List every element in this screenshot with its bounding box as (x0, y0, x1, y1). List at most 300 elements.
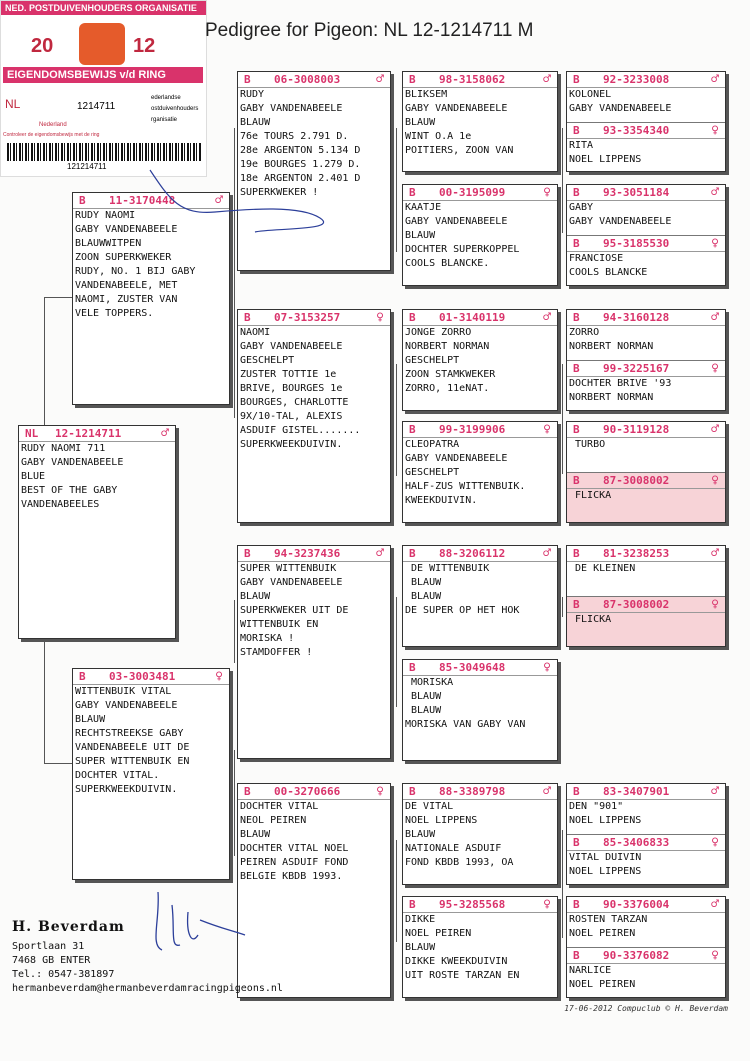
card-line: GABY VANDENABEELE (75, 224, 178, 235)
stamp-note: Controleer de eigendomsbewijs met de ring (3, 132, 100, 138)
card-line: DE KLEINEN (569, 563, 636, 574)
pedigree-card-dss[interactable] (402, 545, 558, 647)
ring-prefix: B (573, 474, 580, 487)
owner-block (12, 920, 283, 996)
stamp-logo (79, 23, 125, 65)
card-line: NEOL PEIREN (240, 815, 307, 826)
card-line: GABY VANDENABEELE (75, 700, 178, 711)
card-line: DE SUPER OP HET HOK (405, 605, 520, 616)
female-icon: ♀ (376, 310, 384, 325)
card-header (567, 310, 725, 326)
card-line: NOEL LIPPENS (569, 154, 642, 165)
owner-name: H. Beverdam (12, 919, 125, 935)
ring-number: 95-3285568 (439, 898, 506, 911)
pedigree-subcard-bottom[interactable] (567, 834, 725, 884)
pedigree-subcard-bottom[interactable] (567, 947, 725, 997)
ring-prefix: B (409, 785, 416, 798)
ring-number: 90-3376004 (603, 898, 670, 911)
ring-number: 06-3008003 (274, 73, 341, 86)
stamp-land: Nederland (39, 122, 67, 128)
card-header (403, 897, 557, 913)
card-header (567, 897, 725, 913)
card-header (403, 185, 557, 201)
male-icon: ♂ (711, 546, 719, 561)
card-line: GABY VANDENABEELE (405, 453, 508, 464)
ring-prefix: B (573, 836, 580, 849)
ring-prefix: B (409, 661, 416, 674)
card-line: BLAUW (405, 829, 436, 840)
card-header (238, 72, 390, 88)
female-icon: ♀ (711, 361, 719, 376)
ring-prefix: B (79, 194, 86, 207)
male-icon: ♂ (711, 784, 719, 799)
card-line: WITTENBUIK EN (240, 619, 319, 630)
owner-email[interactable]: hermanbeverdam@hermanbeverdamracingpigeons.nl (12, 983, 283, 994)
connector-line (44, 636, 45, 763)
ring-number: 00-3270666 (274, 785, 341, 798)
card-line: BLAUW (405, 117, 436, 128)
ring-number: 85-3406833 (603, 836, 670, 849)
card-line: ZORRO, 11eNAT. (405, 383, 490, 394)
stamp-org-lines (151, 93, 198, 126)
card-header (567, 784, 725, 800)
pedigree-pair-4[interactable] (566, 421, 726, 523)
pedigree-subcard-bottom[interactable] (567, 235, 725, 285)
pedigree-card-subject[interactable] (18, 425, 176, 639)
card-line: VITAL DUIVIN (569, 852, 642, 863)
ring-prefix: B (573, 237, 580, 250)
card-line: 9X/10-TAL, ALEXIS (240, 411, 343, 422)
card-line: 19e BOURGES 1.279 D. (240, 159, 361, 170)
ring-prefix: B (573, 362, 580, 375)
card-line: VANDENABEELES (21, 499, 100, 510)
card-line: GABY VANDENABEELE (405, 103, 508, 114)
card-line: RUDY NAOMI 711 (21, 443, 106, 454)
connector-line (44, 297, 45, 426)
female-icon: ♀ (215, 669, 223, 684)
card-header (567, 473, 725, 489)
card-header (567, 361, 725, 377)
ring-prefix: NL (25, 427, 39, 440)
pedigree-pair-6[interactable] (566, 783, 726, 885)
card-line: STAMDOFFER ! (240, 647, 313, 658)
card-line: HALF-ZUS WITTENBUIK. (405, 481, 526, 492)
connector-line (396, 128, 397, 252)
card-line: RUDY, NO. 1 BIJ GABY (75, 266, 196, 277)
ring-prefix: B (409, 73, 416, 86)
connector-line (396, 364, 397, 476)
pedigree-subcard-top[interactable] (567, 310, 725, 360)
ring-prefix: B (573, 598, 580, 611)
card-line: FRANCIOSE (569, 253, 624, 264)
pedigree-subcard-top[interactable] (567, 185, 725, 235)
pedigree-subcard-top[interactable] (567, 784, 725, 834)
card-line: GABY VANDENABEELE (21, 457, 124, 468)
card-line: RUDY (240, 89, 265, 100)
card-header (19, 426, 175, 442)
card-line: BEST OF THE GABY (21, 485, 118, 496)
card-line: NARLICE (569, 965, 612, 976)
male-icon: ♂ (711, 422, 719, 437)
pedigree-pair-7[interactable] (566, 896, 726, 998)
card-line: ZOON SUPERKWEKER (75, 252, 172, 263)
card-line: COOLS BLANCKE. (405, 258, 490, 269)
female-icon: ♀ (543, 660, 551, 675)
card-line: BLAUW (240, 591, 271, 602)
card-line: SUPERKWEEKDUIVIN. (75, 784, 178, 795)
pedigree-subcard-bottom[interactable] (567, 472, 725, 522)
connector-line (234, 296, 235, 418)
card-line: SUPER WITTENBUIK EN (75, 756, 190, 767)
connector-line (234, 600, 235, 663)
card-line: DOCHTER VITAL (240, 801, 319, 812)
card-line: RUDY NAOMI (75, 210, 136, 221)
pedigree-subcard-bottom[interactable] (567, 360, 725, 410)
ring-prefix: B (409, 423, 416, 436)
ring-ownership-stamp (0, 0, 207, 177)
card-line: FLICKA (569, 614, 612, 625)
card-line: NORBERT NORMAN (569, 341, 654, 352)
connector-line (562, 128, 563, 233)
female-icon: ♀ (711, 236, 719, 251)
pedigree-card-dds[interactable] (402, 783, 558, 885)
footer-credit: 17-06-2012 Compuclub © H. Beverdam (564, 1004, 728, 1013)
card-line: DIKKE (405, 914, 436, 925)
pedigree-pair-1[interactable] (566, 71, 726, 172)
card-line: WINT O.A 1e (405, 131, 472, 142)
stamp-year-left: 20 (31, 35, 54, 57)
card-line: BLAUW (240, 829, 271, 840)
card-line: MORISKA ! (240, 633, 295, 644)
card-line: NOEL LIPPENS (569, 815, 642, 826)
ring-number: 07-3153257 (274, 311, 341, 324)
card-line: RECHTSTREEKSE GABY (75, 728, 184, 739)
card-line: WITTENBUIK VITAL (75, 686, 172, 697)
card-header (403, 784, 557, 800)
card-line: BLAUW (405, 942, 436, 953)
card-line: BLAUW (405, 591, 442, 602)
female-icon: ♀ (376, 784, 384, 799)
stamp-org-line: rganisatie (151, 117, 178, 123)
ring-number: 11-3170448 (109, 194, 176, 207)
stamp-org-line: ederlandse (151, 95, 181, 101)
ring-prefix: B (244, 547, 251, 560)
card-line: BLAUWWITPEN (75, 238, 142, 249)
pedigree-subcard-top[interactable] (567, 546, 725, 596)
ring-prefix: B (573, 898, 580, 911)
ring-prefix: B (573, 73, 580, 86)
card-line: MORISKA VAN GABY VAN (405, 719, 526, 730)
card-header (567, 597, 725, 613)
card-line: NOEL PEIREN (405, 928, 472, 939)
card-line: DOCHTER SUPERKOPPEL (405, 244, 520, 255)
connector-line (396, 597, 397, 707)
card-line: GABY VANDENABEELE (405, 216, 508, 227)
connector-line (396, 840, 397, 942)
card-line: JONGE ZORRO (405, 327, 472, 338)
connector-line (44, 763, 74, 764)
card-line: VELE TOPPERS. (75, 308, 154, 319)
ring-prefix: B (573, 423, 580, 436)
female-icon: ♀ (543, 897, 551, 912)
card-header (567, 422, 725, 438)
ring-number: 94-3237436 (274, 547, 341, 560)
card-line: NOEL LIPPENS (569, 866, 642, 877)
card-line: BLAUW (240, 117, 271, 128)
ring-prefix: B (573, 949, 580, 962)
male-icon: ♂ (543, 310, 551, 325)
card-header (567, 236, 725, 252)
male-icon: ♂ (376, 72, 384, 87)
card-line: GABY VANDENABEELE (569, 216, 672, 227)
stamp-cert: EIGENDOMSBEWIJS v/d RING (3, 67, 203, 83)
ring-number: 00-3195099 (439, 186, 506, 199)
connector-line (234, 750, 235, 856)
pedigree-card-sire[interactable] (72, 192, 230, 405)
card-line: ASDUIF GISTEL....... (240, 425, 361, 436)
male-icon: ♂ (711, 72, 719, 87)
card-line: GABY VANDENABEELE (240, 577, 343, 588)
male-icon: ♂ (711, 185, 719, 200)
card-line: 76e TOURS 2.791 D. (240, 131, 349, 142)
card-line: UIT ROSTE TARZAN EN (405, 970, 520, 981)
female-icon: ♀ (711, 123, 719, 138)
female-icon: ♀ (711, 835, 719, 850)
ring-number: 01-3140119 (439, 311, 506, 324)
card-line: GABY VANDENABEELE (240, 103, 343, 114)
ring-prefix: B (573, 785, 580, 798)
card-line: NAOMI (240, 327, 271, 338)
stamp-country: NL (5, 97, 21, 111)
owner-city: 7468 GB ENTER (12, 955, 91, 966)
card-line: BLAUW (405, 691, 442, 702)
card-line: BLIKSEM (405, 89, 448, 100)
page-title: Pedigree for Pigeon: NL 12-1214711 M (205, 20, 534, 41)
ring-prefix: B (244, 785, 251, 798)
pedigree-subcard-bottom[interactable] (567, 122, 725, 171)
connector-line (234, 128, 235, 296)
pedigree-pair-2[interactable] (566, 184, 726, 286)
male-icon: ♂ (711, 310, 719, 325)
pedigree-card-dam-sire[interactable] (237, 545, 391, 759)
card-line: KAATJE (405, 202, 442, 213)
ring-number: 85-3049648 (439, 661, 506, 674)
pedigree-card-ssd[interactable] (402, 184, 558, 286)
card-line: BLAUW (75, 714, 106, 725)
card-line: VANDENABEELE, MET (75, 280, 178, 291)
card-line: NOEL PEIREN (569, 979, 636, 990)
owner-street: Sportlaan 31 (12, 941, 85, 952)
stamp-org: NED. POSTDUIVENHOUDERS ORGANISATIE (1, 1, 206, 15)
card-line: COOLS BLANCKE (569, 267, 648, 278)
ring-prefix: B (409, 898, 416, 911)
pedigree-card-dsd[interactable] (402, 659, 558, 761)
card-line: GABY (569, 202, 594, 213)
card-line: NOEL LIPPENS (405, 815, 478, 826)
male-icon: ♂ (215, 193, 223, 208)
pedigree-subcard-top[interactable] (567, 422, 725, 472)
card-header (567, 185, 725, 201)
card-line: DEN "901" (569, 801, 624, 812)
card-line: FLICKA (569, 490, 612, 501)
connector-line (562, 830, 563, 938)
card-line: ZUSTER TOTTIE 1e (240, 369, 337, 380)
card-header (567, 546, 725, 562)
card-line: BOURGES, CHARLOTTE (240, 397, 349, 408)
ring-prefix: B (244, 73, 251, 86)
female-icon: ♀ (543, 422, 551, 437)
card-header (73, 669, 229, 685)
ring-prefix: B (79, 670, 86, 683)
ring-number: 98-3158062 (439, 73, 506, 86)
card-line: GESCHELPT (240, 355, 295, 366)
ring-number: 88-3206112 (439, 547, 506, 560)
card-line: ZORRO (569, 327, 600, 338)
card-line: MORISKA (405, 677, 454, 688)
male-icon: ♂ (543, 546, 551, 561)
card-line: NORBERT NORMAN (405, 341, 490, 352)
card-line: BRIVE, BOURGES 1e (240, 383, 343, 394)
pedigree-card-ddd[interactable] (402, 896, 558, 998)
ring-number: 03-3003481 (109, 670, 176, 683)
ring-number: 90-3119128 (603, 423, 670, 436)
stamp-year-right: 12 (133, 35, 156, 57)
card-line: GABY VANDENABEELE (240, 341, 343, 352)
card-line: PEIREN ASDUIF FOND (240, 857, 349, 868)
male-icon: ♂ (376, 546, 384, 561)
ring-number: 93-3051184 (603, 186, 670, 199)
card-line: SUPERKWEKER UIT DE (240, 605, 349, 616)
barcode-text: 121214711 (67, 162, 107, 171)
card-header (238, 546, 390, 562)
card-line: DE VITAL (405, 801, 454, 812)
pedigree-subcard-top[interactable] (567, 897, 725, 947)
male-icon: ♂ (711, 897, 719, 912)
card-line: GESCHELPT (405, 467, 460, 478)
card-line: FOND KBDB 1993, OA (405, 857, 514, 868)
card-line: ROSTEN TARZAN (569, 914, 648, 925)
stamp-org-line: ostduivenhouders (151, 106, 199, 112)
pedigree-card-sds[interactable] (402, 309, 558, 411)
ring-number: 83-3407901 (603, 785, 670, 798)
female-icon: ♀ (711, 948, 719, 963)
card-line: 18e ARGENTON 2.401 D (240, 173, 361, 184)
pedigree-card-dam[interactable] (72, 668, 230, 880)
card-line: DIKKE KWEEKDUIVIN (405, 956, 508, 967)
card-line: NAOMI, ZUSTER VAN (75, 294, 178, 305)
owner-tel: Tel.: 0547-381897 (12, 969, 115, 980)
ring-number: 87-3008002 (603, 474, 670, 487)
female-icon: ♀ (711, 597, 719, 612)
card-line: BLUE (21, 471, 46, 482)
ring-number: 99-3199906 (439, 423, 506, 436)
card-header (238, 784, 390, 800)
card-line: POITIERS, ZOON VAN (405, 145, 514, 156)
card-header (403, 72, 557, 88)
card-line: DE WITTENBUIK (405, 563, 490, 574)
pedigree-card-sss[interactable] (402, 71, 558, 172)
card-line: NOEL PEIREN (569, 928, 636, 939)
card-line: NORBERT NORMAN (569, 392, 654, 403)
card-line: SUPERKWEKER ! (240, 187, 319, 198)
card-line: VANDENABEELE UIT DE (75, 742, 190, 753)
card-header (567, 72, 725, 88)
ring-prefix: B (409, 547, 416, 560)
pedigree-card-sire-dam[interactable] (237, 309, 391, 523)
card-line: DOCHTER VITAL NOEL (240, 843, 349, 854)
pedigree-pair-5[interactable] (566, 545, 726, 647)
card-line: NATIONALE ASDUIF (405, 843, 502, 854)
pedigree-card-sdd[interactable] (402, 421, 558, 523)
ring-number: 81-3238253 (603, 547, 670, 560)
barcode (7, 143, 202, 161)
ring-prefix: B (409, 311, 416, 324)
ring-prefix: B (244, 311, 251, 324)
pedigree-subcard-bottom[interactable] (567, 596, 725, 646)
ring-number: 94-3160128 (603, 311, 670, 324)
card-line: GESCHELPT (405, 355, 460, 366)
card-header (403, 310, 557, 326)
ring-prefix: B (573, 311, 580, 324)
ring-number: 12-1214711 (55, 427, 122, 440)
ring-number: 99-3225167 (603, 362, 670, 375)
card-header (73, 193, 229, 209)
ring-prefix: B (573, 124, 580, 137)
ring-number: 90-3376082 (603, 949, 670, 962)
card-line: SUPERKWEEKDUIVIN. (240, 439, 343, 450)
card-line: ZOON STAMKWEKER (405, 369, 496, 380)
male-icon: ♂ (543, 72, 551, 87)
ring-prefix: B (409, 186, 416, 199)
connector-line (562, 597, 563, 617)
ring-prefix: B (573, 186, 580, 199)
card-header (403, 660, 557, 676)
card-line: BLAUW (405, 577, 442, 588)
card-line: DOCHTER BRIVE '93 (569, 378, 672, 389)
card-line: 28e ARGENTON 5.134 D (240, 145, 361, 156)
card-line: DOCHTER VITAL. (75, 770, 160, 781)
card-line: CLEOPATRA (405, 439, 460, 450)
card-line: BELGIE KBDB 1993. (240, 871, 343, 882)
ring-number: 87-3008002 (603, 598, 670, 611)
card-line: BLAUW (405, 230, 436, 241)
card-line: GABY VANDENABEELE (569, 103, 672, 114)
card-line: KWEEKDUIVIN. (405, 495, 478, 506)
stamp-ring: 1214711 (77, 101, 116, 112)
male-icon: ♂ (543, 784, 551, 799)
card-header (238, 310, 390, 326)
pedigree-subcard-top[interactable] (567, 72, 725, 122)
card-header (403, 546, 557, 562)
connector-line (44, 297, 74, 298)
pedigree-card-sire-sire[interactable] (237, 71, 391, 271)
pedigree-pair-3[interactable] (566, 309, 726, 411)
ring-number: 92-3233008 (603, 73, 670, 86)
card-header (403, 422, 557, 438)
male-icon: ♂ (161, 426, 169, 441)
card-header (567, 835, 725, 851)
card-line: TURBO (569, 439, 606, 450)
ring-prefix: B (573, 547, 580, 560)
female-icon: ♀ (711, 473, 719, 488)
card-line: KOLONEL (569, 89, 612, 100)
ring-number: 88-3389798 (439, 785, 506, 798)
card-line: SUPER WITTENBUIK (240, 563, 337, 574)
ring-number: 95-3185530 (603, 237, 670, 250)
card-line: BLAUW (405, 705, 442, 716)
female-icon: ♀ (543, 185, 551, 200)
card-header (567, 948, 725, 964)
